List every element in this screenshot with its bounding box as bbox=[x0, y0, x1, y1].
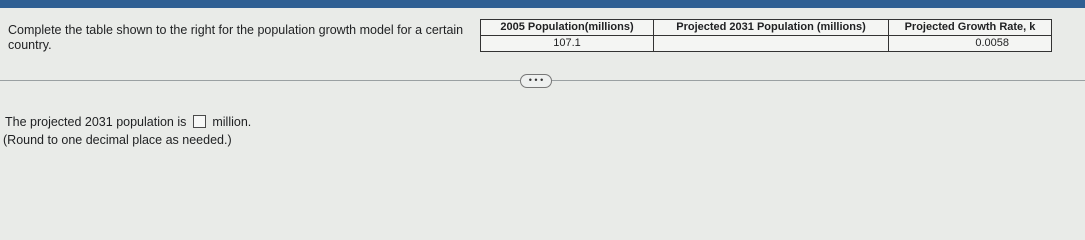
cell-2005-population: 107.1 bbox=[481, 36, 654, 52]
cell-growth-rate: 0.0058 bbox=[889, 36, 1052, 52]
answer-input-box[interactable] bbox=[193, 115, 206, 128]
problem-statement: Complete the table shown to the right for the population growth model for a certain country. bbox=[8, 23, 464, 52]
population-table bbox=[480, 19, 1052, 52]
more-options-button[interactable]: • • • bbox=[520, 74, 552, 88]
header-projected-2031-population: Projected 2031 Population (millions) bbox=[654, 20, 889, 36]
table-header-row bbox=[481, 20, 1052, 36]
answer-suffix: million. bbox=[212, 115, 252, 129]
answer-line bbox=[5, 115, 251, 130]
header-2005-population: 2005 Population(millions) bbox=[481, 20, 654, 36]
table-row bbox=[481, 36, 1052, 52]
cell-projected-2031-population bbox=[654, 36, 889, 52]
answer-prefix: The projected 2031 population is bbox=[5, 115, 187, 129]
header-growth-rate: Projected Growth Rate, k bbox=[889, 20, 1052, 36]
top-bar bbox=[0, 0, 1085, 8]
rounding-hint: (Round to one decimal place as needed.) bbox=[3, 133, 232, 147]
